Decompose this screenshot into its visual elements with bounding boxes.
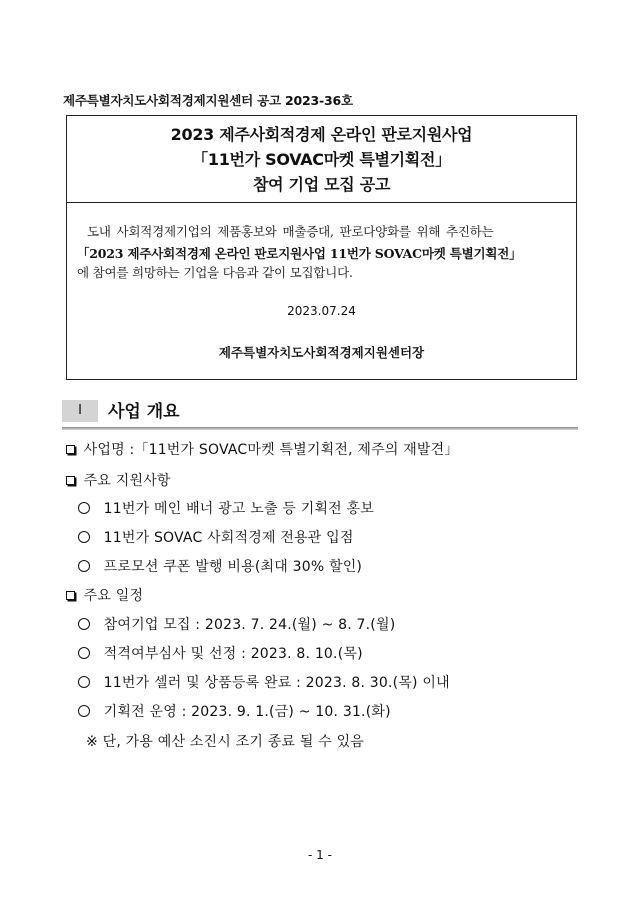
schedule-2-text: 적격여부심사 및 선정 : 2023. 8. 10.(목) (103, 646, 363, 662)
circle-bullet-icon (78, 676, 90, 688)
list-item-project-name (66, 439, 459, 459)
page-number: - 1 - (308, 848, 332, 862)
notice-signer: 제주특별자치도사회적경제지원센터장 (218, 345, 425, 360)
section-title: 사업 개요 (108, 402, 180, 422)
list-item-support-3 (66, 556, 362, 576)
list-item-schedule-4 (66, 701, 391, 721)
list-item-support-2 (66, 527, 354, 547)
section-divider (62, 427, 578, 430)
schedule-heading-text: 주요 일정 (83, 588, 144, 604)
circle-bullet-icon (78, 531, 90, 543)
schedule-4-text: 기획전 운영 : 2023. 9. 1.(금) ~ 10. 31.(화) (103, 704, 391, 720)
notice-title-line-1: 2023 제주사회적경제 온라인 판로지원사업 (170, 125, 473, 144)
intro-line-2: 「2023 제주사회적경제 온라인 판로지원사업 11번가 SOVAC마켓 특별기획전」 (77, 246, 522, 261)
circle-bullet-icon (78, 618, 90, 630)
list-item-note (86, 731, 364, 751)
checkbox-bullet-icon (66, 476, 75, 485)
list-item-support-1 (66, 498, 374, 518)
intro-line-1: 도내 사회적경제기업의 제품홍보와 매출증대, 판로다양화를 위해 추진하는 (87, 224, 494, 239)
note-text: 단, 가용 예산 소진시 조기 종료 될 수 있음 (102, 734, 365, 750)
notice-title-line-3: 참여 기업 모집 공고 (252, 175, 391, 194)
schedule-3-text: 11번가 셀러 및 상품등록 완료 : 2023. 8. 30.(목) 이내 (103, 675, 450, 691)
list-item-support-heading (66, 470, 171, 490)
section-number: Ⅰ (62, 400, 98, 422)
schedule-1-text: 참여기업 모집 : 2023. 7. 24.(월) ~ 8. 7.(월) (103, 617, 396, 633)
list-item-schedule-3 (66, 672, 450, 692)
support-heading-text: 주요 지원사항 (83, 473, 171, 489)
circle-bullet-icon (78, 502, 90, 514)
checkbox-bullet-icon (66, 591, 75, 600)
circle-bullet-icon (78, 647, 90, 659)
list-item-schedule-1 (66, 614, 395, 634)
notice-date: 2023.07.24 (287, 304, 356, 318)
intro-line-3: 에 참여를 희망하는 기업을 다음과 같이 모집합니다. (77, 265, 353, 280)
notice-title-line-2: 「11번가 SOVAC마켓 특별기획전」 (192, 150, 451, 169)
support-2-text: 11번가 SOVAC 사회적경제 전용관 입점 (103, 530, 354, 546)
circle-bullet-icon (78, 560, 90, 572)
project-name-text: 사업명 :「11번가 SOVAC마켓 특별기획전, 제주의 재발견」 (83, 442, 459, 458)
reference-mark-icon: ※ (86, 734, 98, 750)
list-item-schedule-heading (66, 585, 143, 605)
section-heading (62, 400, 578, 432)
notice-number: 제주특별자치도사회적경제지원센터 공고 2023-36호 (63, 93, 353, 108)
checkbox-bullet-icon (66, 445, 75, 454)
notice-title-area (67, 116, 576, 203)
notice-box (66, 115, 577, 380)
support-3-text: 프로모션 쿠폰 발행 비용(최대 30% 할인) (103, 559, 363, 575)
circle-bullet-icon (78, 705, 90, 717)
support-1-text: 11번가 메인 배너 광고 노출 등 기획전 홍보 (103, 501, 375, 517)
list-item-schedule-2 (66, 643, 363, 663)
